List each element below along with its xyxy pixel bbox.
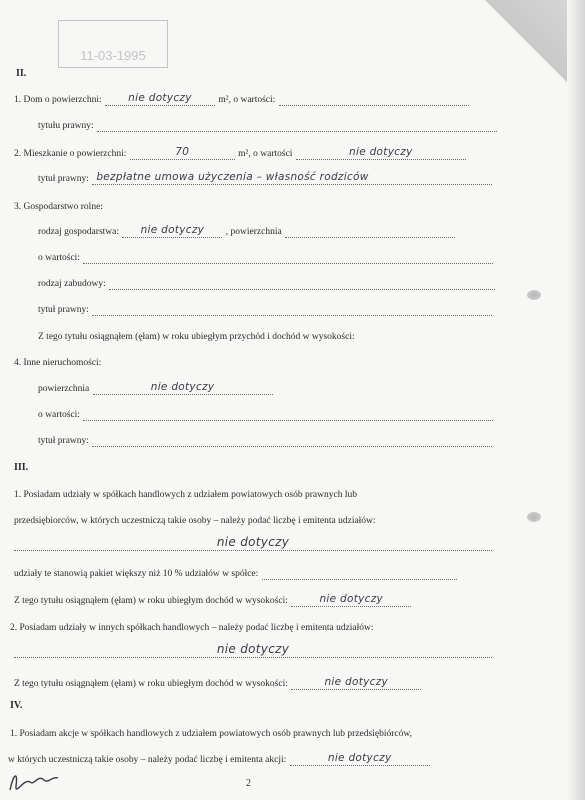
section-heading-ii: II.: [16, 68, 27, 79]
shares-1-value: nie dotyczy: [216, 535, 290, 549]
farm-title-label: tytuł prawny:: [38, 305, 89, 315]
farm-value-row: [38, 252, 494, 264]
shares-1-text-a: 1. Posiadam udziały w spółkach handlowych z udziałem powiatowych osób prawnych lub: [14, 490, 357, 500]
house-area-value: nie dotyczy: [128, 92, 192, 104]
signature-scribble: [4, 768, 64, 798]
shares-1-field: [14, 535, 492, 551]
house-value-label: m², o wartości:: [218, 95, 276, 105]
stocks-1-text-a: 1. Posiadam akcje w spółkach handlowych z udziałem powiatowych osób prawnych lub przedsiębiórców,: [10, 729, 412, 739]
shares-2-income-label: Z tego tytułu osiągnąłem (ęłam) w roku ubiegłym dochód w wysokości:: [14, 679, 288, 689]
flat-title-label: tytuł prawny:: [38, 174, 89, 184]
shares-2-income-value: nie dotyczy: [324, 676, 389, 688]
shares-1-income-row: [14, 595, 412, 607]
flat-row: [14, 148, 467, 160]
flat-value-label: m², o wartości: [238, 149, 293, 159]
farm-title-field: [92, 306, 492, 316]
house-row: [14, 94, 470, 106]
other-value-label: o wartości:: [38, 410, 80, 420]
shares-2-value: nie dotyczy: [216, 642, 290, 656]
shares-1-income-value: nie dotyczy: [319, 593, 384, 605]
page-number: 2: [246, 778, 251, 789]
farm-area-field: [285, 228, 455, 238]
farm-income-text: Z tego tytułu osiągnąłem (ęłam) w roku ubiegłym przychód i dochód w wysokości:: [38, 332, 355, 342]
other-title-field: [92, 437, 492, 447]
flat-area-field: [130, 146, 235, 160]
shares-1-block-row: [14, 568, 458, 580]
other-value-row: [38, 409, 494, 421]
page-edge-shadow: [567, 0, 585, 800]
shares-2-income-field: [291, 676, 421, 690]
other-area-label: powierzchnia: [38, 384, 90, 394]
section-heading-iv: IV.: [10, 700, 23, 711]
stocks-1-row: [8, 754, 431, 766]
farm-building-label: rodzaj zabudowy:: [38, 279, 106, 289]
farm-type-label: rodzaj gospodarstwa:: [38, 227, 119, 237]
other-area-row: [38, 383, 274, 395]
other-property-heading: 4. Inne nieruchomości:: [14, 358, 102, 368]
farm-type-field: [122, 224, 222, 238]
other-area-value: nie dotyczy: [150, 381, 215, 393]
flat-value-value: nie dotyczy: [349, 146, 413, 158]
farm-title-row: [38, 304, 493, 316]
flat-title-row: [38, 173, 493, 185]
farm-heading: 3. Gospodarstwo rolne:: [14, 202, 103, 212]
shares-1-income-label: Z tego tytułu osiągnąłem (ęłam) w roku ubiegłym dochód w wysokości:: [14, 596, 288, 606]
other-title-label: tytuł prawny:: [38, 436, 89, 446]
faded-stamp: 11-03-1995: [58, 20, 168, 68]
stocks-1-field: [290, 752, 430, 766]
flat-area-label: 2. Mieszkanie o powierzchni:: [14, 149, 127, 159]
farm-building-field: [109, 280, 495, 290]
shares-1-income-field: [291, 593, 411, 607]
house-title-field: [97, 122, 497, 132]
shares-1-text-b: przedsiębiorców, w których uczestniczą takie osoby – należy podać liczbę i emitenta udziałów:: [14, 516, 376, 526]
section-heading-iii: III.: [14, 462, 29, 473]
shares-2-text: 2. Posiadam udziały w innych spółkach handlowych – należy podać liczbę i emitenta udziałów:: [10, 623, 374, 633]
other-value-field: [83, 411, 493, 421]
farm-value-label: o wartości:: [38, 253, 80, 263]
shares-2-field: [14, 642, 492, 658]
house-value-field: [279, 96, 469, 106]
shares-1-block-field: [262, 570, 457, 580]
farm-building-row: [38, 278, 496, 290]
flat-title-value: bezpłatne umowa użyczenia – własność rodziców: [96, 171, 369, 183]
flat-value-field: [296, 146, 466, 160]
house-area-label: 1. Dom o powierzchni:: [14, 95, 102, 105]
stocks-1-label: w których uczestniczą takie osoby – należy podać liczbę i emitenta akcji:: [8, 755, 287, 765]
flat-title-field: [92, 171, 492, 185]
farm-type-row: [38, 226, 456, 238]
house-title-label: tytułu prawny:: [38, 121, 94, 131]
farm-value-field: [83, 254, 493, 264]
house-area-field: [105, 92, 215, 106]
punch-hole-bottom: [527, 512, 541, 522]
other-area-field: [93, 381, 273, 395]
farm-area-label: , powierzchnia: [225, 227, 282, 237]
other-title-row: [38, 435, 493, 447]
flat-area-value: 70: [175, 146, 190, 158]
farm-type-value: nie dotyczy: [140, 224, 205, 236]
punch-hole-top: [527, 290, 541, 300]
shares-1-block-label: udziały te stanowią pakiet większy niż 10 % udziałów w spółce:: [14, 569, 259, 579]
shares-2-income-row: [14, 678, 422, 690]
stocks-1-value: nie dotyczy: [327, 752, 392, 764]
house-title-row: [38, 120, 498, 132]
